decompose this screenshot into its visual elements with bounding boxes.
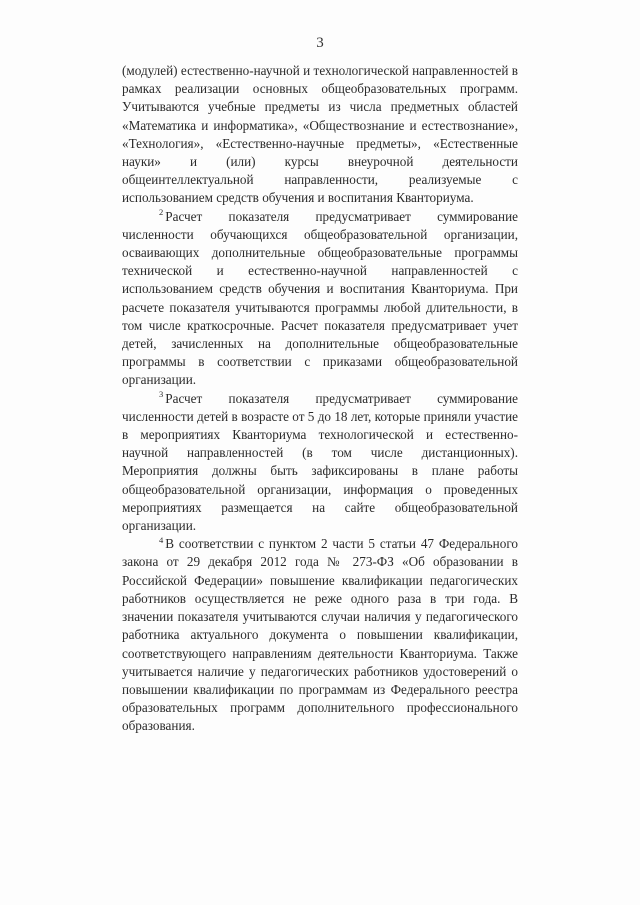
paragraph-text: Расчет показателя предусматривает суммирование численности детей в возрасте от 5 до 18 лет, которые приняли участие в мероприятиях Кванториума технологической и естественно-научной направленностей (в том числе дистанционных). Мероприятия должны быть зафиксированы в плане работы общеобразовательной организации, информация о проведенных мероприятиях размещается на сайте общеобразовательной организации. (122, 390, 518, 534)
footnote-2 (122, 208, 518, 390)
paragraph-text: Расчет показателя предусматривает суммирование численности обучающихся общеобразовательной организации, осваивающих дополнительные общеобразовательные программы технической и естественно-научной направленностей с использованием средств обучения и воспитания Кванториума. При расчете показателя учитываются программы любой длительности, в том числе краткосрочные. Расчет показателя предусматривает учет детей, зачисленных на дополнительные общеобразовательные программы в соответствии с приказами общеобразовательной организации. (122, 208, 518, 388)
paragraph-text: (модулей) естественно-научной и технологической направленностей в рамках реализации основных общеобразовательных программ. Учитываются учебные предметы из числа предметных областей «Математика и информатика», «Обществознание и естествознание», «Технология», «Естественно-научные предметы», «Естественные науки» и (или) курсы внеурочной деятельности общеинтеллектуальной направленности, реализуемые с использованием средств обучения и воспитания Кванториума. (122, 63, 518, 206)
footnote-3 (122, 390, 518, 536)
footnote-marker: 3 (159, 389, 164, 400)
footnote-marker: 2 (159, 207, 164, 218)
page-number: 3 (316, 35, 324, 51)
footnote-1-continuation (122, 62, 518, 208)
footnote-marker: 4 (159, 534, 164, 545)
footnote-4 (122, 535, 518, 735)
footnotes-text (122, 62, 518, 736)
paragraph-text: В соответствии с пунктом 2 части 5 статьи 47 Федерального закона от 29 декабря 2012 года № 273-ФЗ «Об образовании в Российской Федерации» повышение квалификации педагогических работников осуществляется не реже одного раза в три года. В значении показателя учитываются случаи наличия у педагогического работника актуального документа о повышении квалификации, соответствующего направлениям деятельности Кванториума. Также учитывается наличие у педагогических работников удостоверений о повышении квалификации по программам из Федерального реестра образовательных программ дополнительного профессионального образования. (122, 536, 518, 734)
